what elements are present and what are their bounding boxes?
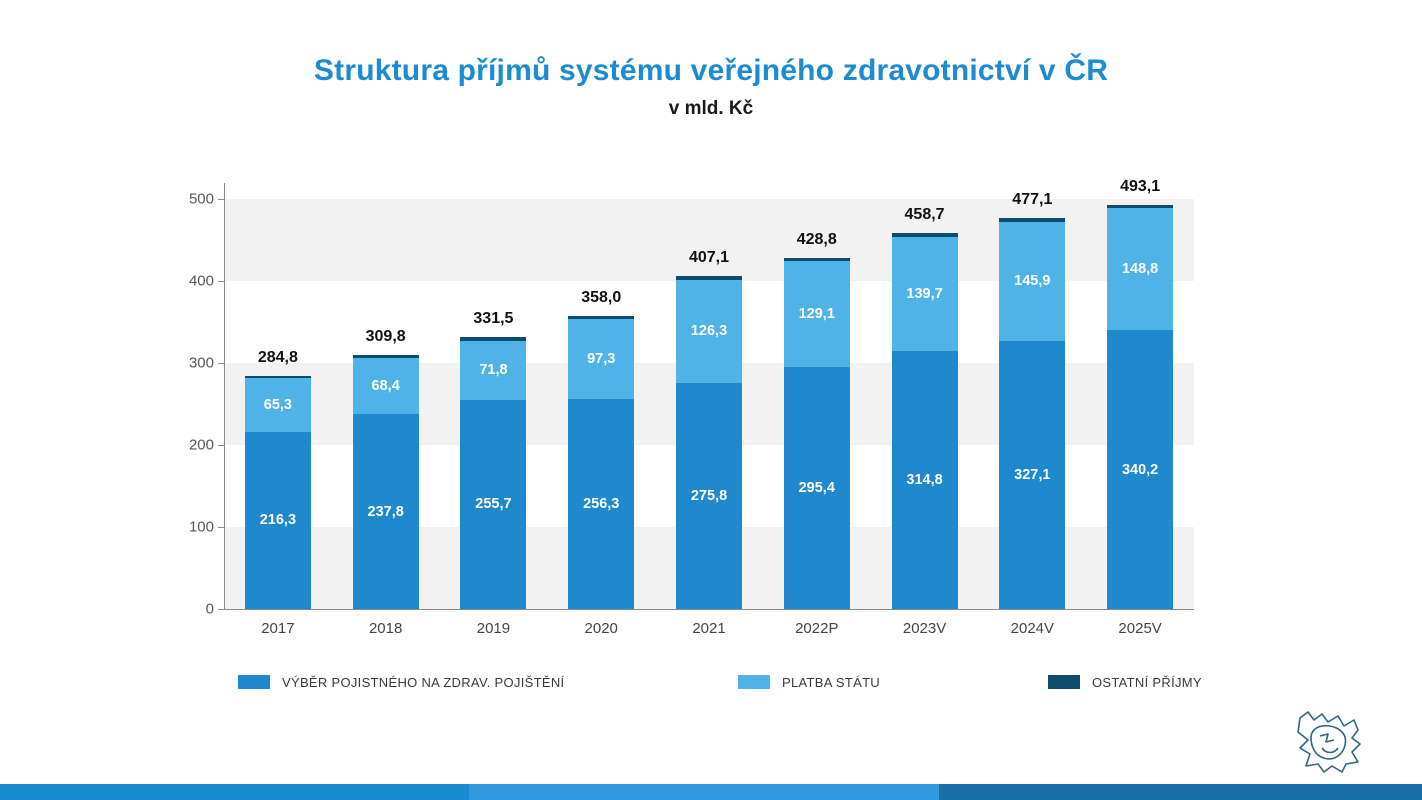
bar-segment-label: 327,1 <box>1014 467 1051 484</box>
bar-segment[interactable] <box>676 383 742 609</box>
legend-label: PLATBA STÁTU <box>782 674 880 690</box>
bar-segment-label: 275,8 <box>690 488 728 505</box>
chart-legend <box>178 670 1218 700</box>
y-axis-tick-label: 400 <box>188 272 214 290</box>
bar-total-label: 428,8 <box>796 230 837 248</box>
footer-color-bar <box>0 784 1422 800</box>
x-axis-label: 2018 <box>368 620 403 637</box>
bar-group[interactable] <box>568 183 634 609</box>
bar-segment-label: 216,3 <box>259 512 297 529</box>
chart-title: Struktura příjmů systému veřejného zdravotnictví v ČR <box>313 54 1109 87</box>
bar-total-label: 358,0 <box>581 288 622 306</box>
legend-item[interactable] <box>238 670 564 694</box>
bar-segment[interactable] <box>784 258 850 262</box>
bar-total-label: 493,1 <box>1120 178 1161 196</box>
bar-segment-label: 71,8 <box>479 362 508 379</box>
bar-group[interactable] <box>892 183 958 609</box>
y-axis-tick-label: 300 <box>188 354 214 372</box>
legend-swatch <box>1048 675 1080 689</box>
bar-segment[interactable] <box>460 400 526 609</box>
bar-total-label: 477,1 <box>1012 191 1053 209</box>
y-axis-tick-label: 200 <box>188 436 214 454</box>
bar-total-label: 284,8 <box>257 348 298 366</box>
bar-segment[interactable] <box>353 358 419 414</box>
bar-segment[interactable] <box>892 351 958 609</box>
x-axis-label: 2017 <box>261 620 295 637</box>
czech-lion-emblem-icon <box>1292 708 1368 774</box>
bar-group[interactable] <box>784 183 850 609</box>
bar-group[interactable] <box>999 183 1065 609</box>
legend-swatch <box>238 675 270 689</box>
y-axis-tick-label: 100 <box>188 518 214 536</box>
bar-segment-label: 148,8 <box>1121 261 1159 278</box>
bar-segment[interactable] <box>568 319 634 399</box>
bar-segment[interactable] <box>353 355 419 358</box>
bar-group[interactable] <box>676 183 742 609</box>
bar-segment-label: 126,3 <box>690 323 728 340</box>
bar-segment[interactable] <box>784 367 850 609</box>
bar-segment-label: 97,3 <box>587 351 616 368</box>
chart-plot-area <box>178 178 1194 618</box>
bar-group[interactable] <box>245 183 311 609</box>
bar-total-label: 458,7 <box>904 206 945 224</box>
bar-group[interactable] <box>353 183 419 609</box>
x-axis-label: 2021 <box>692 620 726 637</box>
x-axis-label: 2019 <box>476 620 511 637</box>
bar-segment[interactable] <box>245 378 311 431</box>
footer-color-segment <box>0 784 469 800</box>
bar-segment[interactable] <box>353 414 419 609</box>
x-axis-label: 2020 <box>584 620 618 637</box>
bar-segment[interactable] <box>568 316 634 320</box>
bar-segment[interactable] <box>460 341 526 400</box>
bar-segment-label: 295,4 <box>798 480 835 496</box>
bar-total-label: 309,8 <box>365 328 406 346</box>
legend-swatch <box>738 675 770 689</box>
bar-segment[interactable] <box>568 399 634 609</box>
bar-segment[interactable] <box>892 233 958 236</box>
legend-label: VÝBĚR POJISTNÉHO NA ZDRAV. POJIŠTĚNÍ <box>282 674 565 690</box>
bar-series-layer <box>224 178 1194 609</box>
x-axis-line <box>224 609 1194 610</box>
bar-group[interactable] <box>460 183 526 609</box>
bar-segment[interactable] <box>676 280 742 383</box>
bar-segment[interactable] <box>460 337 526 340</box>
x-axis-labels <box>224 620 1194 648</box>
bar-segment-label: 314,8 <box>906 472 943 489</box>
x-axis-label: 2022P <box>795 620 839 637</box>
bar-segment[interactable] <box>1107 330 1173 609</box>
x-axis-label: 2024V <box>1010 620 1055 637</box>
bar-segment[interactable] <box>245 376 311 379</box>
bar-segment-label: 340,2 <box>1121 461 1159 478</box>
y-axis-tick-label: 500 <box>188 190 214 208</box>
bar-segment[interactable] <box>999 341 1065 609</box>
bar-total-label: 331,5 <box>473 310 514 328</box>
bar-segment[interactable] <box>1107 208 1173 330</box>
title-block <box>0 52 1422 120</box>
legend-item[interactable] <box>1048 670 1202 694</box>
bar-segment-label: 255,7 <box>475 496 512 513</box>
bar-segment-label: 256,3 <box>583 496 620 513</box>
y-axis-tick-label: 0 <box>205 600 214 618</box>
x-axis-label: 2025V <box>1118 620 1162 637</box>
bar-segment[interactable] <box>1107 205 1173 208</box>
chart-subtitle: v mld. Kč <box>668 98 754 119</box>
bar-segment-label: 65,3 <box>263 397 292 414</box>
footer-color-segment <box>939 784 1422 800</box>
legend-item[interactable] <box>738 670 880 694</box>
x-axis-label: 2023V <box>902 620 947 637</box>
bar-total-label: 407,1 <box>688 248 730 266</box>
bar-segment-label: 68,4 <box>371 378 400 395</box>
bar-segment[interactable] <box>999 218 1065 221</box>
bar-segment-label: 145,9 <box>1014 273 1051 290</box>
legend-label: OSTATNÍ PŘÍJMY <box>1092 674 1202 690</box>
bar-segment[interactable] <box>999 222 1065 342</box>
bar-segment-label: 237,8 <box>367 503 404 520</box>
bar-segment[interactable] <box>892 237 958 351</box>
bar-segment-label: 139,7 <box>906 285 943 302</box>
bar-group[interactable] <box>1107 178 1173 609</box>
bar-segment[interactable] <box>784 261 850 367</box>
bar-segment[interactable] <box>676 276 742 280</box>
bar-segment[interactable] <box>245 432 311 609</box>
footer-color-segment <box>469 784 938 800</box>
bar-segment-label: 129,1 <box>798 306 835 323</box>
